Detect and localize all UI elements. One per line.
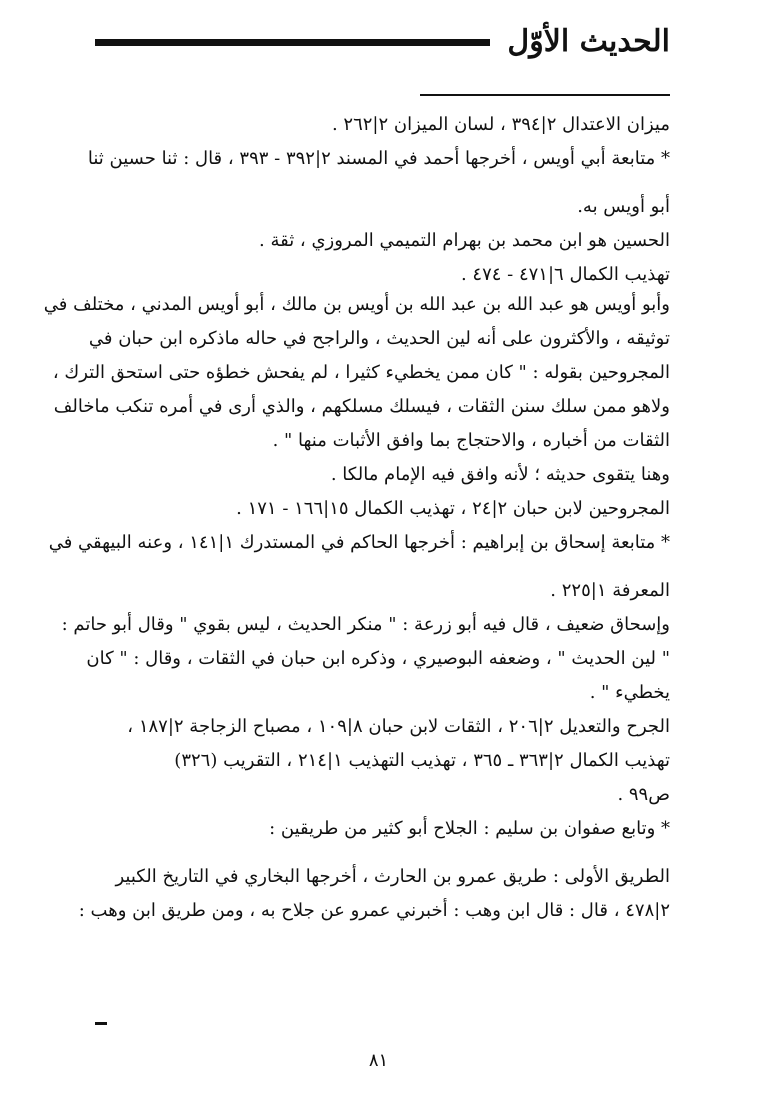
- footnote-text: [43, 108, 670, 928]
- text-line: الطريق الأولى : طريق عمرو بن الحارث ، أخرجها البخاري في التاريخ الكبير: [115, 866, 670, 887]
- text-line: ٢|٤٧٨ ، قال : قال ابن وهب : أخبرني عمرو عن جلاح به ، ومن طريق ابن وهب :: [78, 900, 670, 921]
- text-line: تهذيب الكمال ٢|٣٦٣ ـ ٣٦٥ ، تهذيب التهذيب ١|٢١٤ ، التقريب (٣٢٦): [174, 750, 670, 771]
- header-rule: [95, 39, 490, 46]
- text-line: وأبو أويس هو عبد الله بن عبد الله بن أويس بن مالك ، أبو أويس المدني ، مختلف في: [43, 294, 670, 315]
- text-line: * متابعة إسحاق بن إبراهيم : أخرجها الحاكم في المستدرك ١|١٤١ ، وعنه البيهقي في: [48, 532, 670, 553]
- text-line: * متابعة أبي أويس ، أخرجها أحمد في المسند ٢|٣٩٢ - ٣٩٣ ، قال : ثنا حسين ثنا: [87, 148, 670, 169]
- text-line: توثيقه ، والأكثرون على أنه لين الحديث ، والراجح في حاله ماذكره ابن حبان في: [88, 328, 670, 349]
- text-line: الحسين هو ابن محمد بن بهرام التميمي المروزي ، ثقة .: [259, 230, 670, 251]
- text-line: وهنا يتقوى حديثه ؛ لأنه وافق فيه الإمام مالكا .: [330, 464, 670, 485]
- continuation-mark: [95, 1022, 107, 1025]
- running-header: [95, 22, 670, 62]
- footnote-separator: [420, 94, 670, 96]
- text-line: المعرفة ١|٢٢٥ .: [550, 580, 670, 601]
- text-line: ص٩٩ .: [617, 784, 670, 805]
- text-line: يخطيء " .: [589, 682, 670, 703]
- text-line: الثقات من أخباره ، والاحتجاج بما وافق الأثبات منها " .: [272, 430, 670, 451]
- text-line: * وتابع صفوان بن سليم : الجلاح أبو كثير من طريقين :: [269, 818, 670, 839]
- text-line: ميزان الاعتدال ٢|٣٩٤ ، لسان الميزان ٢|٢٦٢ .: [331, 114, 670, 135]
- running-header-title: الحديث الأوّل: [507, 24, 670, 59]
- text-line: المجروحين لابن حبان ٢|٢٤ ، تهذيب الكمال ١٥|١٦٦ - ١٧١ .: [236, 498, 670, 519]
- text-line: " لين الحديث " ، وضعفه البوصيري ، وذكره ابن حبان في الثقات ، وقال : " كان: [86, 648, 670, 669]
- text-line: تهذيب الكمال ٦|٤٧١ - ٤٧٤ .: [460, 264, 670, 285]
- text-line: أبو أويس به.: [577, 196, 670, 217]
- text-line: ولاهو ممن سلك سنن الثقات ، فيسلك مسلكهم ، والذي أرى في أمره تنكب ماخالف: [53, 396, 670, 417]
- text-line: الجرح والتعديل ٢|٢٠٦ ، الثقات لابن حبان ٨|١٠٩ ، مصباح الزجاجة ٢|١٨٧ ،: [127, 716, 670, 737]
- page-number: ٨١: [368, 1050, 389, 1071]
- text-line: وإسحاق ضعيف ، قال فيه أبو زرعة : " منكر الحديث ، ليس بقوي " وقال أبو حاتم :: [61, 614, 670, 635]
- text-line: المجروحين بقوله : " كان ممن يخطيء كثيرا ، لم يفحش خطؤه حتى استحق الترك ،: [52, 362, 670, 383]
